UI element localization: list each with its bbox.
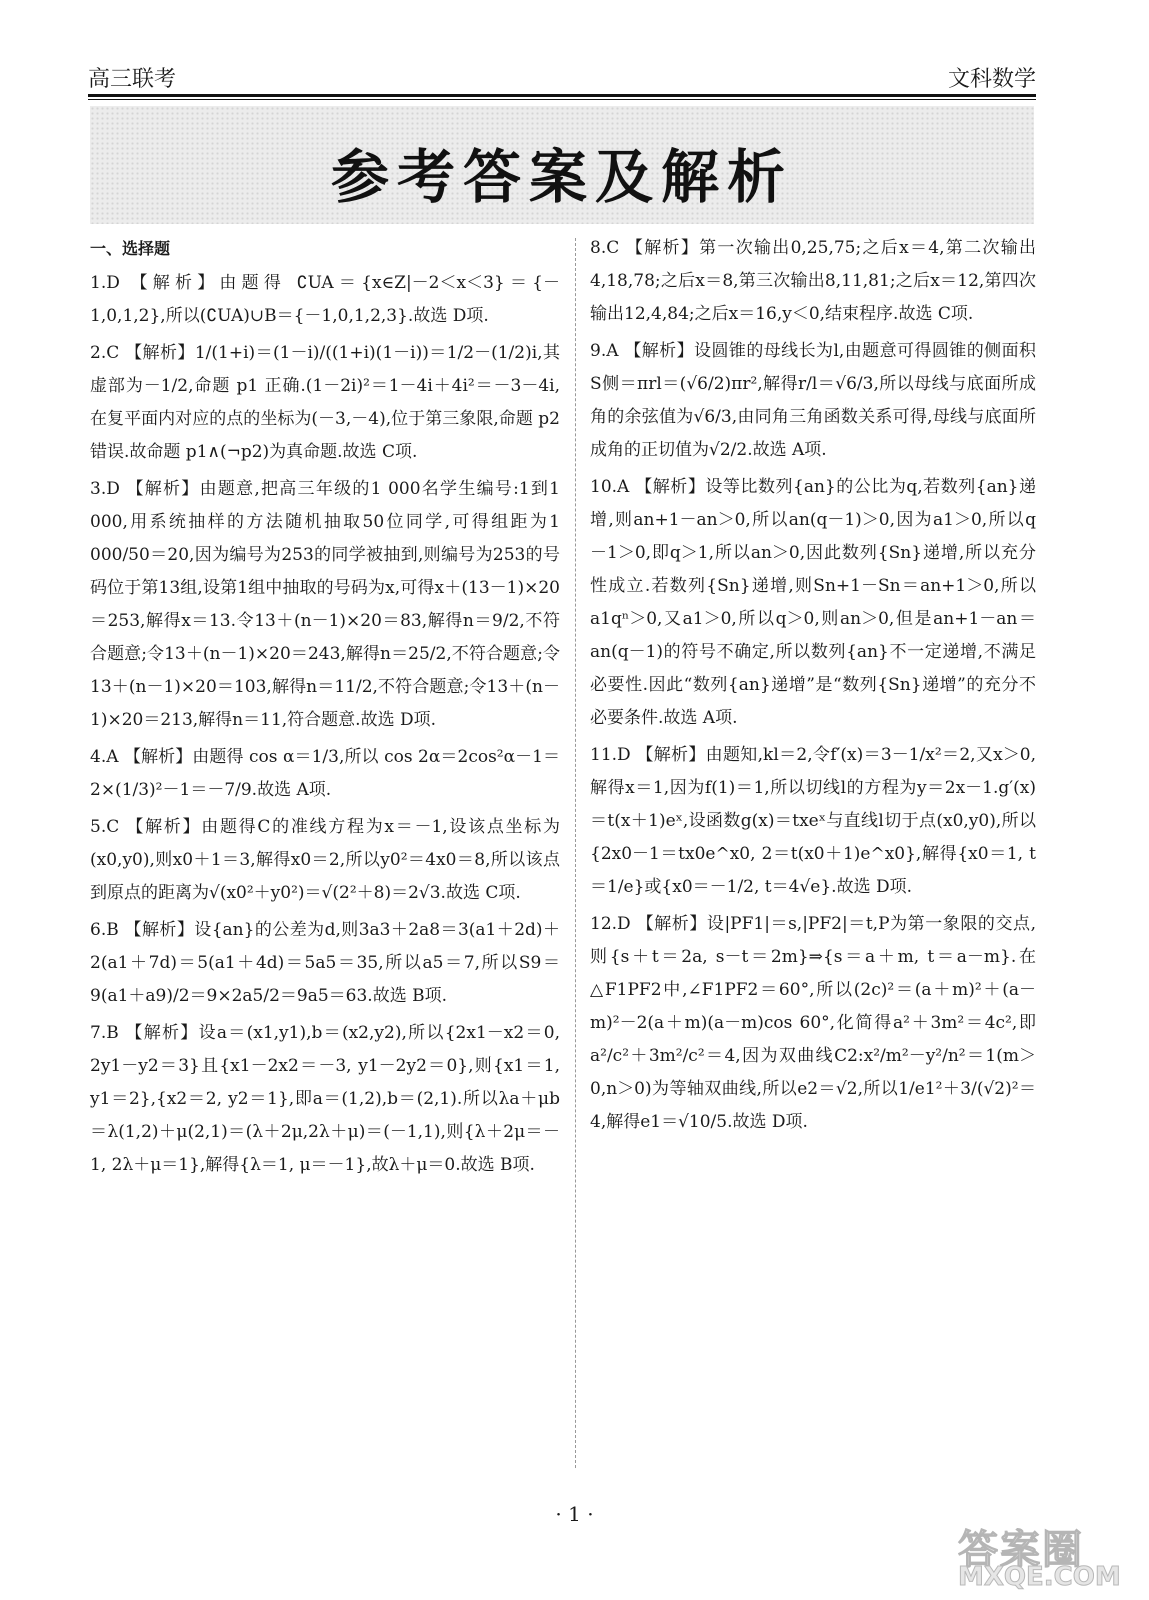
answer-item-10: 10.A 【解析】设等比数列{an}的公比为q,若数列{an}递增,则an+1－an＞0,所以an(q－1)＞0,因为a1＞0,所以q－1＞0,即q＞1,所以an＞0,因此数列{Sn}递增,所以充分性成立.若数列{Sn}递增,则Sn+1－Sn＝an+1＞0,所以a1qⁿ＞0,又a1＞0,所以q＞0,则an＞0,但是an+1－an＝an(q－1)的符号不确定,所以数列{an}不一定递增,不满足必要性.因此“数列{an}递增”是“数列{Sn}递增”的充分不必要条件.故选 A项.	[590, 477, 1036, 728]
answer-item-7: 7.B 【解析】设a＝(x1,y1),b＝(x2,y2),所以{2x1－x2＝0, 2y1－y2＝3}且{x1－2x2＝－3, y1－2y2＝0},则{x1＝1, y1＝2},{x2＝2, y2＝1},即a＝(1,2),b＝(2,1).所以λa＋μb＝λ(1,2)＋μ(2,1)＝(λ＋2μ,2λ＋μ)＝(－1,1),则{λ＋2μ＝－1, 2λ＋μ＝1},解得{λ＝1, μ＝－1},故λ＋μ＝0.故选 B项.	[90, 1023, 560, 1175]
answer-item-6: 6.B 【解析】设{an}的公差为d,则3a3＋2a8＝3(a1＋2d)＋2(a1＋7d)＝5(a1＋4d)＝5a5＝35,所以a5＝7,所以S9＝9(a1＋a9)/2＝9×2a5/2＝9a5＝63.故选 B项.	[90, 920, 560, 1006]
answer-item-9: 9.A 【解析】设圆锥的母线长为l,由题意可得圆锥的侧面积S侧＝πrl＝(√6/2)πr²,解得r/l＝√6/3,所以母线与底面所成角的余弦值为√6/3,由同角三角函数关系可得,母线与底面所成角的正切值为√2/2.故选 A项.	[590, 341, 1036, 460]
answer-item-2: 2.C 【解析】1/(1+i)＝(1－i)/((1+i)(1－i))＝1/2－(1/2)i,其虚部为－1/2,命题 p1 正确.(1－2i)²＝1－4i＋4i²＝－3－4i,在复平面内对应的点的坐标为(－3,－4),位于第三象限,命题 p2 错误.故命题 p1∧(¬p2)为真命题.故选 C项.	[90, 343, 560, 462]
header-rule-thick	[88, 94, 1036, 97]
watermark	[958, 1518, 1121, 1592]
page-number: · 1 ·	[555, 1502, 594, 1526]
answer-item-4: 4.A 【解析】由题得 cos α＝1/3,所以 cos 2α＝2cos²α－1＝2×(1/3)²－1＝－7/9.故选 A项.	[90, 747, 560, 800]
answer-item-11: 11.D 【解析】由题知,kl＝2,令f′(x)＝3－1/x²＝2,又x＞0,解得x＝1,因为f(1)＝1,所以切线l的方程为y＝2x－1.g′(x)＝t(x＋1)eˣ,设函数g(x)＝txeˣ与直线l切于点(x0,y0),所以{2x0－1＝tx0e^x0, 2＝t(x0＋1)e^x0},解得{x0＝1, t＝1/e}或{x0＝－1/2, t＝4√e}.故选 D项.	[590, 745, 1036, 897]
header-rule-thin	[88, 99, 1036, 100]
column-divider	[575, 238, 576, 1468]
title-banner	[90, 106, 1034, 224]
watermark-logo: 答案圈	[958, 1527, 1084, 1573]
answer-item-1: 1.D 【解析】由题得 ∁UA＝{x∈Z|－2＜x＜3}＝{－1,0,1,2},所以(∁UA)∪B＝{－1,0,1,2,3}.故选 D项.	[90, 273, 560, 326]
watermark-site: MXQE.COM	[958, 1562, 1121, 1592]
answer-item-8: 8.C 【解析】第一次输出0,25,75;之后x＝4,第二次输出4,18,78;之后x＝8,第三次输出8,11,81;之后x＝12,第四次输出12,4,84;之后x＝16,y＜0,结束程序.故选 C项.	[590, 238, 1036, 324]
left-column	[90, 232, 560, 1186]
banner-title: 参考答案及解析	[330, 143, 793, 211]
section-title: 一、选择题	[90, 239, 171, 258]
header-left: 高三联考	[88, 67, 177, 92]
answer-item-12: 12.D 【解析】设|PF1|＝s,|PF2|＝t,P为第一象限的交点,则{s＋t＝2a, s－t＝2m}⇒{s＝a＋m, t＝a－m}.在△F1PF2中,∠F1PF2＝60°,所以(2c)²＝(a＋m)²＋(a－m)²－2(a＋m)(a－m)cos 60°,化简得a²＋3m²＝4c²,即a²/c²＋3m²/c²＝4,因为双曲线C2:x²/m²－y²/n²＝1(m＞0,n＞0)为等轴双曲线,所以e2＝√2,所以1/e1²＋3/(√2)²＝4,解得e1＝√10/5.故选 D项.	[590, 914, 1036, 1132]
answer-item-5: 5.C 【解析】由题得C的准线方程为x＝－1,设该点坐标为(x0,y0),则x0＋1＝3,解得x0＝2,所以y0²＝4x0＝8,所以该点到原点的距离为√(x0²＋y0²)＝√(2²＋8)＝2√3.故选 C项.	[90, 817, 560, 903]
header-right: 文科数学	[947, 67, 1036, 92]
answer-item-3: 3.D 【解析】由题意,把高三年级的1 000名学生编号:1到1 000,用系统抽样的方法随机抽取50位同学,可得组距为1 000/50＝20,因为编号为253的同学被抽到,则编号为253的号码位于第13组,设第1组中抽取的号码为x,可得x＋(13－1)×20＝253,解得x＝13.令13＋(n－1)×20＝83,解得n＝9/2,不符合题意;令13＋(n－1)×20＝243,解得n＝25/2,不符合题意;令13＋(n－1)×20＝103,解得n＝11/2,不符合题意;令13＋(n－1)×20＝213,解得n＝11,符合题意.故选 D项.	[90, 479, 560, 730]
page-header	[88, 62, 1036, 92]
right-column	[590, 232, 1036, 1143]
